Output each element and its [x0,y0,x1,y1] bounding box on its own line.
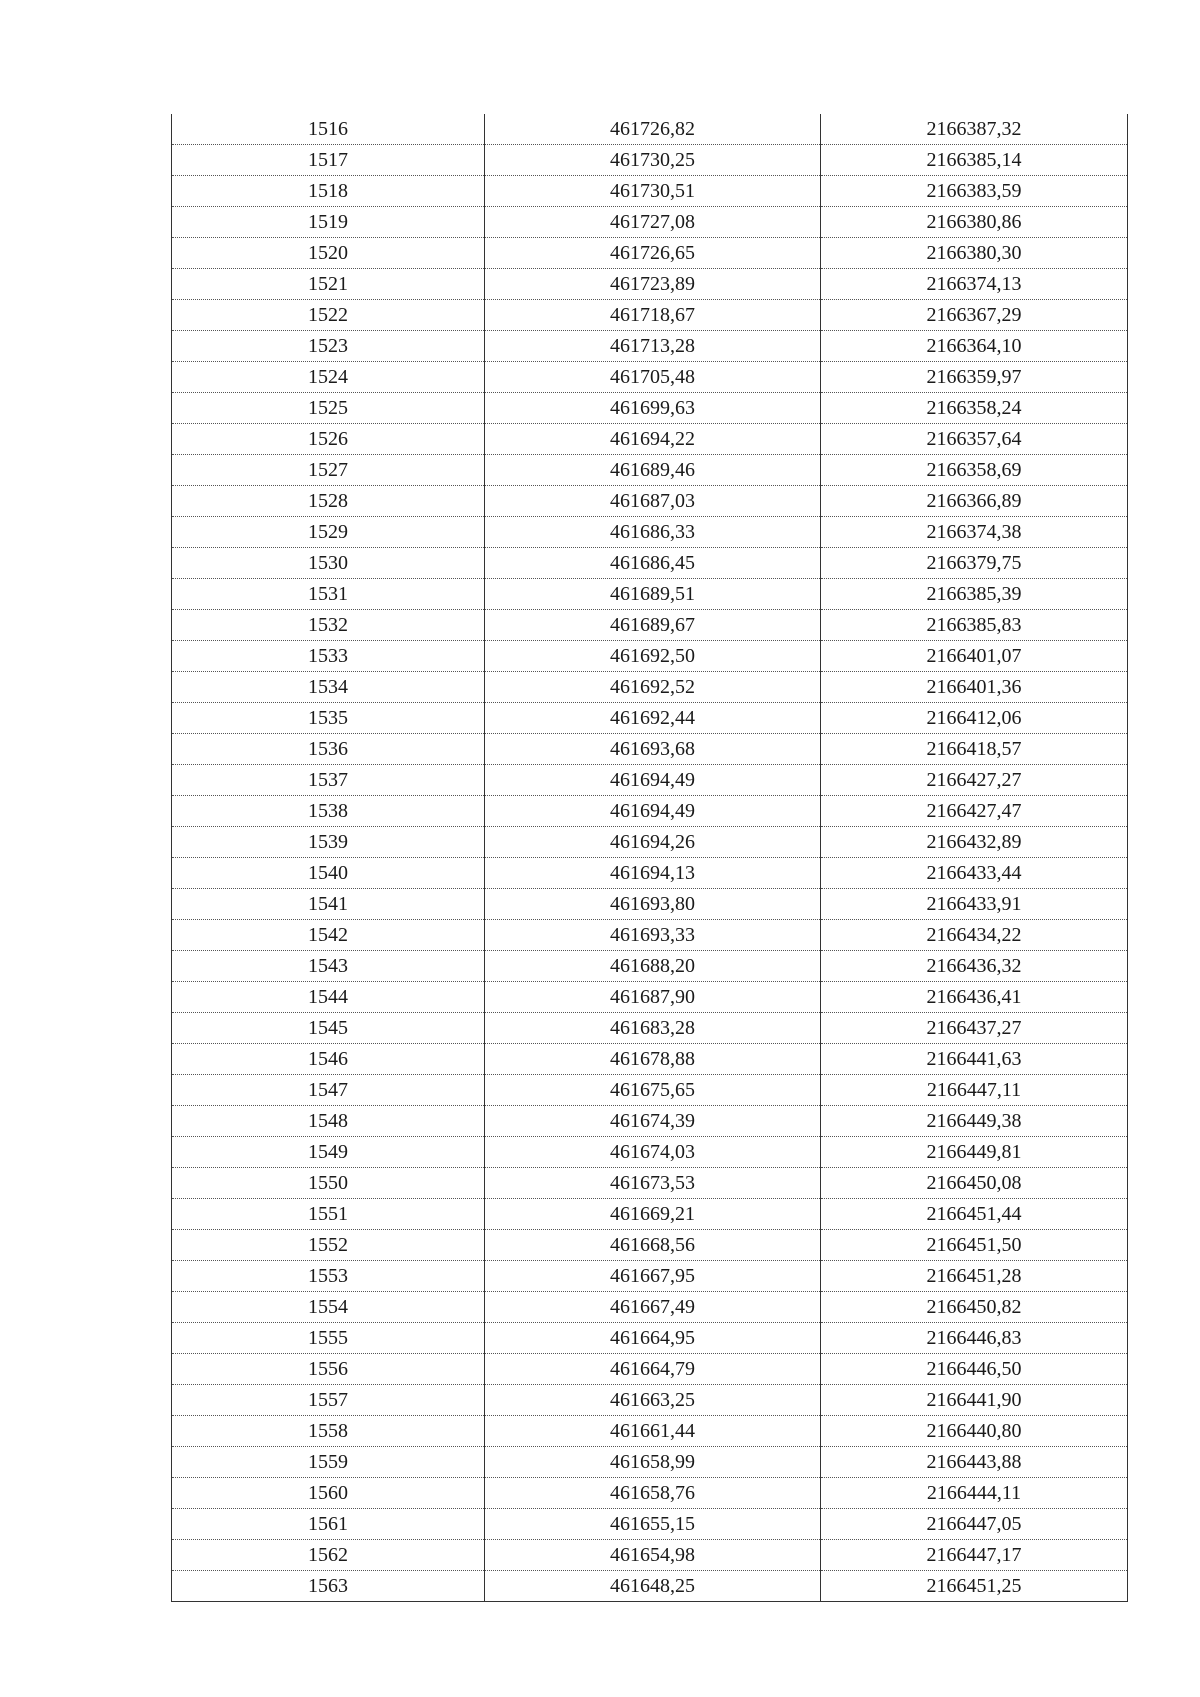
y-coordinate-cell: 2166441,63 [821,1044,1128,1075]
x-coordinate-cell: 461667,95 [485,1261,821,1292]
y-coordinate-cell: 2166444,11 [821,1478,1128,1509]
y-coordinate-cell: 2166387,32 [821,114,1128,145]
x-coordinate-cell: 461674,03 [485,1137,821,1168]
y-coordinate-cell: 2166374,38 [821,517,1128,548]
table-row [172,579,1128,610]
y-coordinate-cell: 2166359,97 [821,362,1128,393]
point-number-cell: 1525 [172,393,485,424]
y-coordinate-cell: 2166436,32 [821,951,1128,982]
y-coordinate-cell: 2166437,27 [821,1013,1128,1044]
x-coordinate-cell: 461661,44 [485,1416,821,1447]
point-number-cell: 1531 [172,579,485,610]
table-row [172,1106,1128,1137]
table-row [172,362,1128,393]
point-number-cell: 1520 [172,238,485,269]
table-row [172,1447,1128,1478]
x-coordinate-cell: 461686,33 [485,517,821,548]
table-row [172,300,1128,331]
coordinates-table [171,114,1128,1602]
point-number-cell: 1552 [172,1230,485,1261]
x-coordinate-cell: 461675,65 [485,1075,821,1106]
y-coordinate-cell: 2166358,24 [821,393,1128,424]
point-number-cell: 1543 [172,951,485,982]
x-coordinate-cell: 461692,50 [485,641,821,672]
table-row [172,114,1128,145]
table-row [172,827,1128,858]
table-row [172,269,1128,300]
point-number-cell: 1545 [172,1013,485,1044]
table-row [172,1261,1128,1292]
point-number-cell: 1544 [172,982,485,1013]
point-number-cell: 1561 [172,1509,485,1540]
y-coordinate-cell: 2166427,27 [821,765,1128,796]
y-coordinate-cell: 2166380,30 [821,238,1128,269]
y-coordinate-cell: 2166366,89 [821,486,1128,517]
table-row [172,765,1128,796]
point-number-cell: 1533 [172,641,485,672]
y-coordinate-cell: 2166447,11 [821,1075,1128,1106]
table-row [172,176,1128,207]
table-row [172,238,1128,269]
x-coordinate-cell: 461689,67 [485,610,821,641]
table-row [172,1416,1128,1447]
point-number-cell: 1530 [172,548,485,579]
x-coordinate-cell: 461694,49 [485,796,821,827]
point-number-cell: 1524 [172,362,485,393]
table-row [172,145,1128,176]
point-number-cell: 1529 [172,517,485,548]
x-coordinate-cell: 461678,88 [485,1044,821,1075]
table-row [172,858,1128,889]
table-row [172,1385,1128,1416]
y-coordinate-cell: 2166358,69 [821,455,1128,486]
x-coordinate-cell: 461693,33 [485,920,821,951]
x-coordinate-cell: 461694,13 [485,858,821,889]
y-coordinate-cell: 2166447,17 [821,1540,1128,1571]
point-number-cell: 1522 [172,300,485,331]
y-coordinate-cell: 2166374,13 [821,269,1128,300]
y-coordinate-cell: 2166436,41 [821,982,1128,1013]
coordinates-table-body [172,114,1128,1602]
point-number-cell: 1553 [172,1261,485,1292]
y-coordinate-cell: 2166449,81 [821,1137,1128,1168]
point-number-cell: 1550 [172,1168,485,1199]
y-coordinate-cell: 2166443,88 [821,1447,1128,1478]
y-coordinate-cell: 2166440,80 [821,1416,1128,1447]
x-coordinate-cell: 461648,25 [485,1571,821,1602]
x-coordinate-cell: 461654,98 [485,1540,821,1571]
point-number-cell: 1547 [172,1075,485,1106]
point-number-cell: 1540 [172,858,485,889]
point-number-cell: 1537 [172,765,485,796]
table-row [172,982,1128,1013]
point-number-cell: 1519 [172,207,485,238]
y-coordinate-cell: 2166379,75 [821,548,1128,579]
point-number-cell: 1542 [172,920,485,951]
y-coordinate-cell: 2166367,29 [821,300,1128,331]
point-number-cell: 1523 [172,331,485,362]
x-coordinate-cell: 461658,99 [485,1447,821,1478]
x-coordinate-cell: 461655,15 [485,1509,821,1540]
y-coordinate-cell: 2166385,83 [821,610,1128,641]
point-number-cell: 1555 [172,1323,485,1354]
y-coordinate-cell: 2166446,83 [821,1323,1128,1354]
x-coordinate-cell: 461692,52 [485,672,821,703]
x-coordinate-cell: 461727,08 [485,207,821,238]
table-row [172,703,1128,734]
point-number-cell: 1526 [172,424,485,455]
table-row [172,796,1128,827]
x-coordinate-cell: 461718,67 [485,300,821,331]
point-number-cell: 1539 [172,827,485,858]
point-number-cell: 1521 [172,269,485,300]
y-coordinate-cell: 2166450,08 [821,1168,1128,1199]
point-number-cell: 1518 [172,176,485,207]
y-coordinate-cell: 2166380,86 [821,207,1128,238]
x-coordinate-cell: 461688,20 [485,951,821,982]
table-row [172,393,1128,424]
table-row [172,207,1128,238]
y-coordinate-cell: 2166357,64 [821,424,1128,455]
y-coordinate-cell: 2166385,39 [821,579,1128,610]
table-row [172,486,1128,517]
table-row [172,517,1128,548]
y-coordinate-cell: 2166412,06 [821,703,1128,734]
point-number-cell: 1532 [172,610,485,641]
table-row [172,641,1128,672]
y-coordinate-cell: 2166427,47 [821,796,1128,827]
x-coordinate-cell: 461726,65 [485,238,821,269]
x-coordinate-cell: 461694,49 [485,765,821,796]
y-coordinate-cell: 2166385,14 [821,145,1128,176]
y-coordinate-cell: 2166418,57 [821,734,1128,765]
y-coordinate-cell: 2166364,10 [821,331,1128,362]
y-coordinate-cell: 2166432,89 [821,827,1128,858]
x-coordinate-cell: 461687,90 [485,982,821,1013]
x-coordinate-cell: 461692,44 [485,703,821,734]
point-number-cell: 1551 [172,1199,485,1230]
y-coordinate-cell: 2166433,91 [821,889,1128,920]
table-row [172,1044,1128,1075]
table-row [172,1478,1128,1509]
y-coordinate-cell: 2166451,28 [821,1261,1128,1292]
table-row [172,610,1128,641]
x-coordinate-cell: 461730,51 [485,176,821,207]
point-number-cell: 1556 [172,1354,485,1385]
x-coordinate-cell: 461694,22 [485,424,821,455]
y-coordinate-cell: 2166449,38 [821,1106,1128,1137]
table-row [172,1323,1128,1354]
x-coordinate-cell: 461664,79 [485,1354,821,1385]
table-row [172,455,1128,486]
y-coordinate-cell: 2166383,59 [821,176,1128,207]
x-coordinate-cell: 461694,26 [485,827,821,858]
x-coordinate-cell: 461668,56 [485,1230,821,1261]
x-coordinate-cell: 461689,51 [485,579,821,610]
table-row [172,951,1128,982]
x-coordinate-cell: 461674,39 [485,1106,821,1137]
table-row [172,889,1128,920]
point-number-cell: 1563 [172,1571,485,1602]
table-row [172,1137,1128,1168]
x-coordinate-cell: 461673,53 [485,1168,821,1199]
table-row [172,1013,1128,1044]
point-number-cell: 1527 [172,455,485,486]
table-row [172,424,1128,455]
y-coordinate-cell: 2166433,44 [821,858,1128,889]
point-number-cell: 1558 [172,1416,485,1447]
x-coordinate-cell: 461713,28 [485,331,821,362]
y-coordinate-cell: 2166451,50 [821,1230,1128,1261]
table-row [172,1354,1128,1385]
point-number-cell: 1560 [172,1478,485,1509]
x-coordinate-cell: 461693,68 [485,734,821,765]
y-coordinate-cell: 2166434,22 [821,920,1128,951]
point-number-cell: 1541 [172,889,485,920]
table-row [172,1509,1128,1540]
point-number-cell: 1536 [172,734,485,765]
x-coordinate-cell: 461663,25 [485,1385,821,1416]
table-row [172,1230,1128,1261]
point-number-cell: 1554 [172,1292,485,1323]
table-row [172,1571,1128,1602]
point-number-cell: 1517 [172,145,485,176]
point-number-cell: 1528 [172,486,485,517]
y-coordinate-cell: 2166450,82 [821,1292,1128,1323]
y-coordinate-cell: 2166401,07 [821,641,1128,672]
x-coordinate-cell: 461723,89 [485,269,821,300]
y-coordinate-cell: 2166451,25 [821,1571,1128,1602]
point-number-cell: 1516 [172,114,485,145]
point-number-cell: 1535 [172,703,485,734]
x-coordinate-cell: 461686,45 [485,548,821,579]
x-coordinate-cell: 461687,03 [485,486,821,517]
y-coordinate-cell: 2166441,90 [821,1385,1128,1416]
table-row [172,331,1128,362]
y-coordinate-cell: 2166447,05 [821,1509,1128,1540]
table-row [172,1540,1128,1571]
x-coordinate-cell: 461667,49 [485,1292,821,1323]
x-coordinate-cell: 461699,63 [485,393,821,424]
y-coordinate-cell: 2166451,44 [821,1199,1128,1230]
x-coordinate-cell: 461689,46 [485,455,821,486]
y-coordinate-cell: 2166446,50 [821,1354,1128,1385]
x-coordinate-cell: 461664,95 [485,1323,821,1354]
table-row [172,1199,1128,1230]
point-number-cell: 1562 [172,1540,485,1571]
point-number-cell: 1557 [172,1385,485,1416]
point-number-cell: 1534 [172,672,485,703]
point-number-cell: 1559 [172,1447,485,1478]
point-number-cell: 1546 [172,1044,485,1075]
x-coordinate-cell: 461658,76 [485,1478,821,1509]
table-row [172,920,1128,951]
table-row [172,1292,1128,1323]
x-coordinate-cell: 461669,21 [485,1199,821,1230]
table-row [172,672,1128,703]
x-coordinate-cell: 461693,80 [485,889,821,920]
point-number-cell: 1549 [172,1137,485,1168]
x-coordinate-cell: 461730,25 [485,145,821,176]
table-row [172,1075,1128,1106]
x-coordinate-cell: 461705,48 [485,362,821,393]
point-number-cell: 1538 [172,796,485,827]
table-row [172,548,1128,579]
x-coordinate-cell: 461726,82 [485,114,821,145]
table-row [172,1168,1128,1199]
point-number-cell: 1548 [172,1106,485,1137]
y-coordinate-cell: 2166401,36 [821,672,1128,703]
x-coordinate-cell: 461683,28 [485,1013,821,1044]
table-row [172,734,1128,765]
